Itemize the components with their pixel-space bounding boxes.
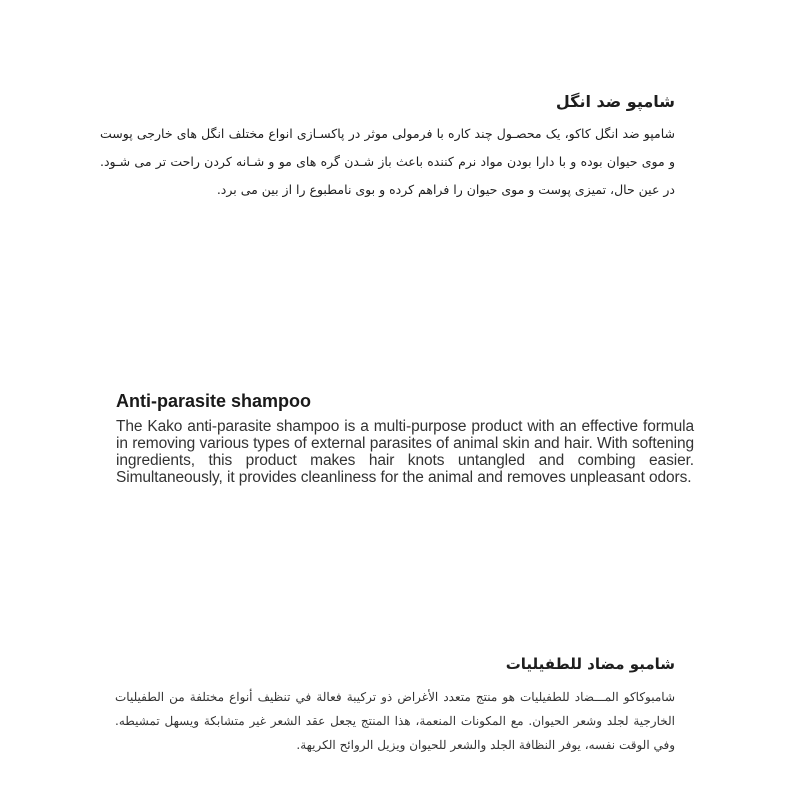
arabic-body: شامبوكاكو المـــضاد للطفيليات هو منتج متعدد الأغراض ذو تركيبة فعالة في تنظيف أنواع مختلفة من الطفيليات الخارجية لجلد وشعر الحيوان. مع المكونات المنعمة، هذا المنتج يجعل عقد الشعر غير متشابكة ويسهل تمشيطه. وفي الوقت نفسه، يوفر النظافة الجلد والشعر للحيوان ويزيل الروائح الكريهة.: [115, 690, 675, 752]
english-title: Anti-parasite shampoo: [116, 391, 312, 411]
arabic-title: شامبو مضاد للطفيليات: [505, 655, 675, 673]
persian-title: شامپو ضد انگل: [555, 92, 675, 111]
persian-section: [100, 90, 675, 204]
persian-body: شامپو ضد انگل کاکو، یک محصـول چند کاره با فرمولی موثر در پاکسـازی انواع مختلف انگل های خارجی پوست و موی حیوان بوده و با دارا بودن مواد نرم کننده باعث باز شـدن گره های مو و شـانه کردن راحت تر می شـود. در عین حال، تمیزی پوست و موی حیوان را فراهم کرده و بوی نامطبوع را از بین می برد.: [100, 126, 675, 197]
english-section: [116, 390, 694, 486]
arabic-section: [115, 653, 675, 757]
english-body: The Kako anti-parasite shampoo is a multi-purpose product with an effective formula in removing various types of external parasites of animal skin and hair. With softening ingredients, this product makes hair knots untangled and combing easier. Simultaneously, it provides cleanliness for the animal and removes unpleasant odors.: [116, 418, 694, 486]
